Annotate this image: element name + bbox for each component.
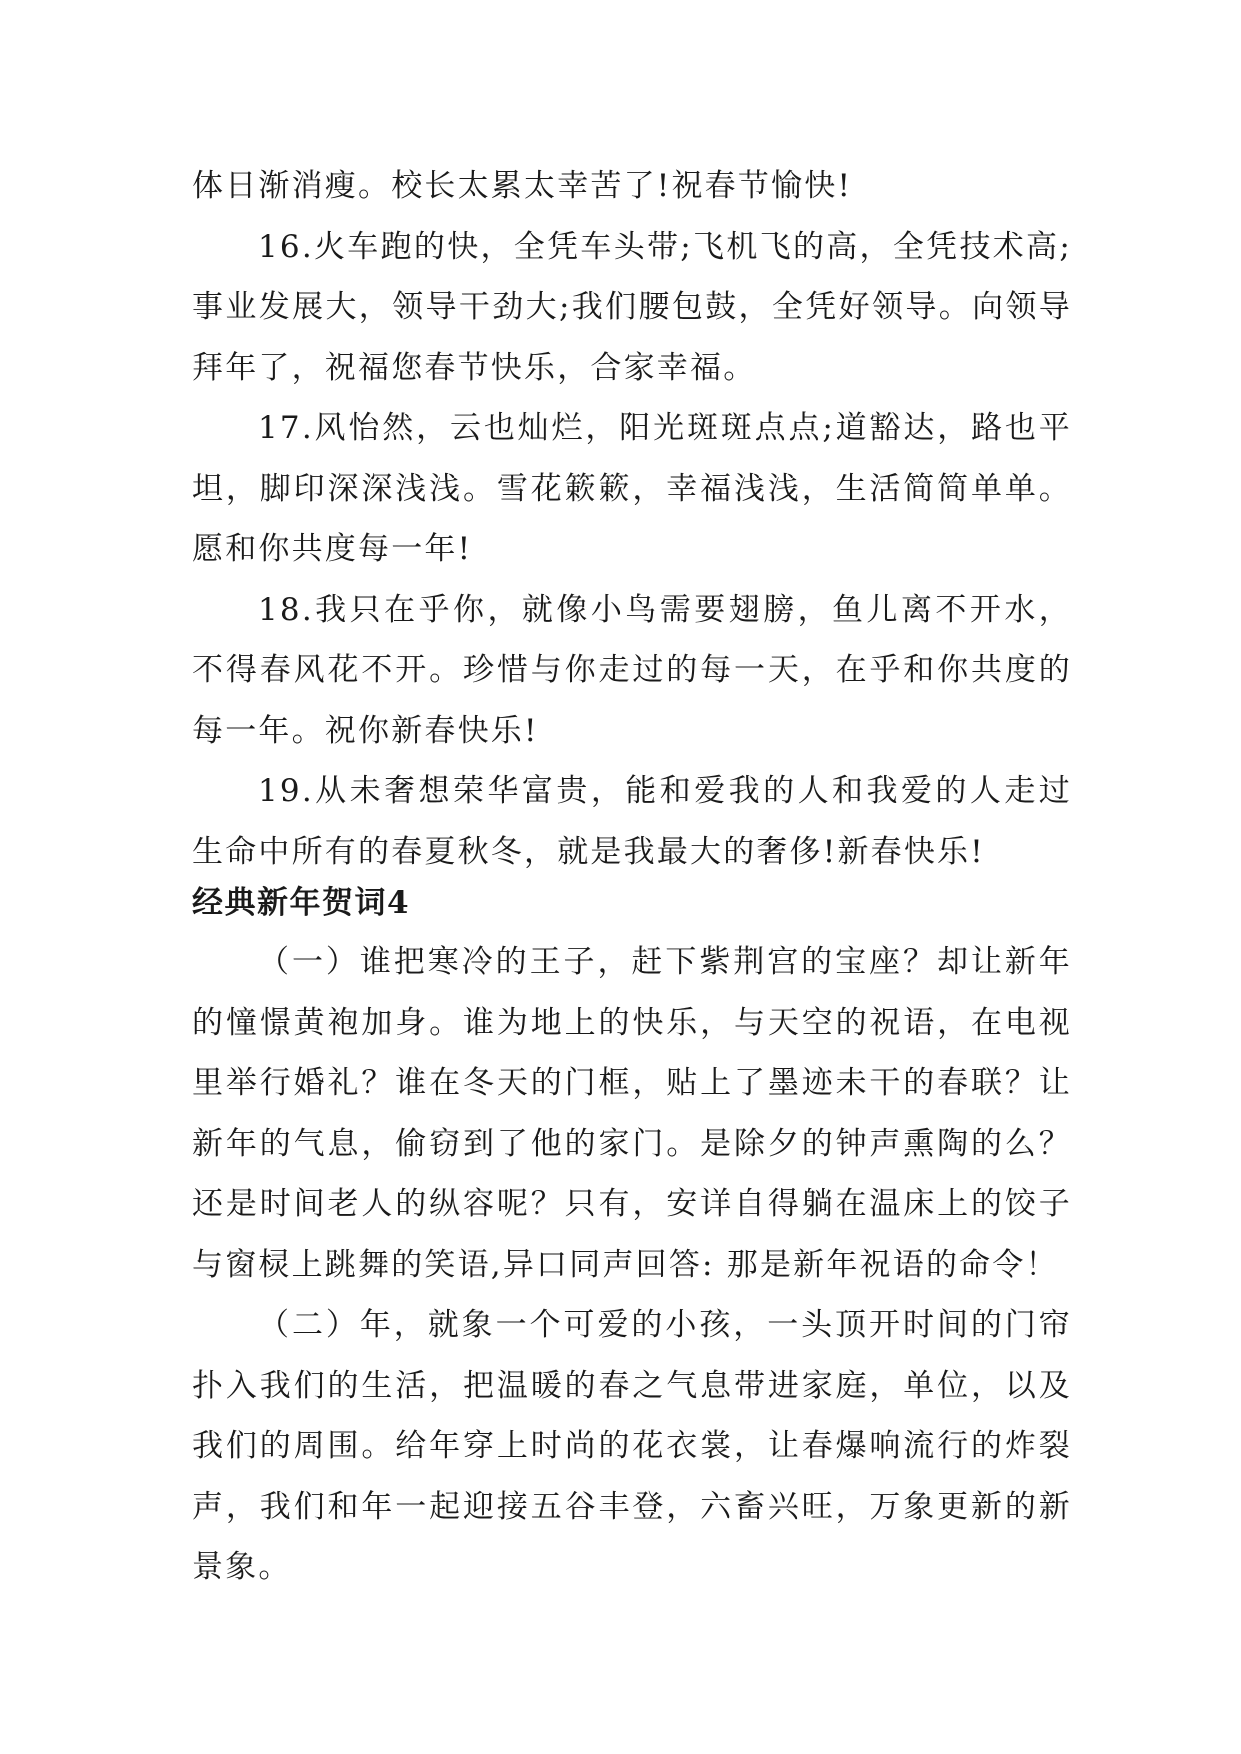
document-body (192, 156, 1072, 1598)
paragraph-item-16: 16.火车跑的快，全凭车头带;飞机飞的高，全凭技术高;事业发展大，领导干劲大;我们腰包鼓，全凭好领导。向领导拜年了，祝福您春节快乐，合家幸福。 (192, 228, 1072, 386)
paragraph-part-two: （二）年，就象一个可爱的小孩，一头顶开时间的门帘扑入我们的生活，把温暖的春之气息带进家庭，单位，以及我们的周围。给年穿上时尚的花衣裳，让春爆响流行的炸裂声，我们和年一起迎接五谷丰登，六畜兴旺，万象更新的新景象。 (192, 1307, 1072, 1585)
paragraph-item-18: 18.我只在乎你，就像小鸟需要翅膀，鱼儿离不开水，不得春风花不开。珍惜与你走过的每一天，在乎和你共度的每一年。祝你新春快乐! (192, 591, 1072, 749)
paragraph-item-17: 17.风怡然，云也灿烂，阳光斑斑点点;道豁达，路也平坦，脚印深深浅浅。雪花簌簌，幸福浅浅，生活简简单单。愿和你共度每一年! (192, 410, 1072, 567)
paragraph-continuation: 体日渐消瘦。校长太累太幸苦了!祝春节愉快! (192, 168, 853, 204)
paragraph-item-19: 19.从未奢想荣华富贵，能和爱我的人和我爱的人走过生命中所有的春夏秋冬，就是我最大的奢侈!新春快乐! (192, 773, 1072, 870)
paragraph-part-one: （一）谁把寒冷的王子，赶下紫荆宫的宝座？却让新年的憧憬黄袍加身。谁为地上的快乐，与天空的祝语，在电视里举行婚礼？谁在冬天的门框，贴上了墨迹未干的春联？让新年的气息，偷窃到了他的家门。是除夕的钟声熏陶的么？还是时间老人的纵容呢？只有，安详自得躺在温床上的饺子与窗棂上跳舞的笑语,异口同声回答: 那是新年祝语的命令！ (192, 944, 1072, 1283)
section-heading: 经典新年贺词4 (192, 885, 411, 921)
